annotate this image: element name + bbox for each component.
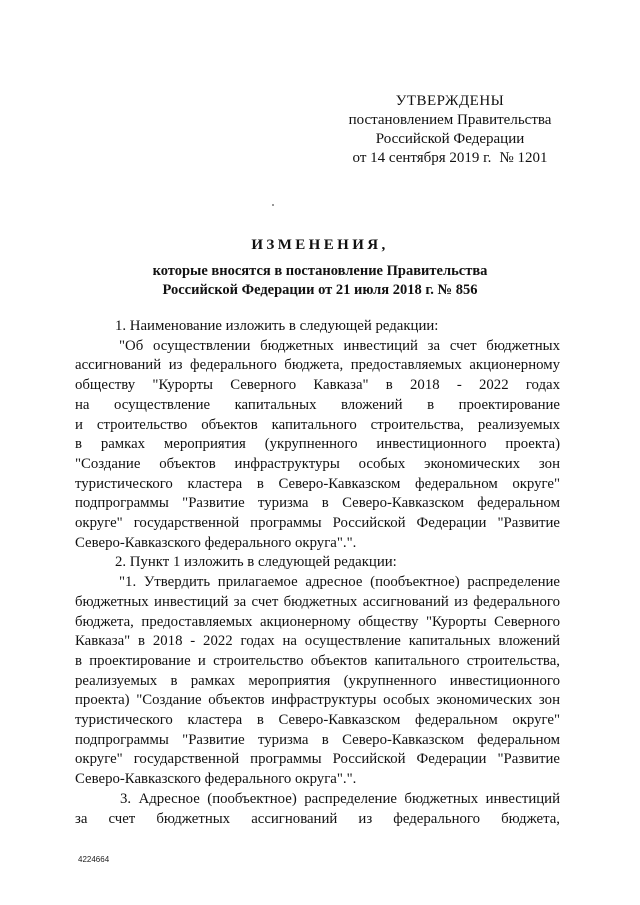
body-line: Северо-Кавказского федерального округа".". [75, 534, 357, 551]
body-line: Северо-Кавказского федерального округа".". [75, 771, 357, 788]
approval-line-2: Российской Федерации [375, 131, 525, 147]
approval-number: № 1201 [499, 150, 548, 166]
approval-block [330, 92, 570, 168]
document-id: 4224664 [78, 855, 110, 864]
approval-date: от 14 сентября 2019 г. [352, 150, 492, 166]
document-title: ИЗМЕНЕНИЯ, [251, 237, 389, 253]
body-line: обществу "Курорты Северного Кавказа" в 2018 - 2022 годах [75, 377, 560, 394]
body-line: за счет бюджетных ассигнований из федерального бюджета, [75, 810, 560, 827]
body-line: бюджета, предоставляемых акционерному обществу "Курорты Северного [75, 613, 560, 630]
body-line: округе" государственной программы Российской Федерации "Развитие [75, 515, 560, 532]
body-line: подпрограммы "Развитие туризма в Северо-Кавказском федеральном [75, 495, 560, 512]
body-line: округе" государственной программы Российской Федерации "Развитие [75, 751, 560, 768]
approval-date-line [330, 149, 570, 168]
subtitle-line-1: которые вносятся в постановление Правительства [152, 263, 488, 279]
subtitle-line-2: Российской Федерации от 21 июля 2018 г. № 856 [162, 282, 478, 298]
body-line: "Об осуществлении бюджетных инвестиций за счет бюджетных [119, 337, 560, 354]
body-line: "Создание объектов инфраструктуры особых экономических зон [75, 455, 560, 472]
body-line: туристического кластера в Северо-Кавказском федеральном округе" [75, 712, 560, 729]
body-line: туристического кластера в Северо-Кавказском федеральном округе" [75, 475, 560, 492]
body-line: "1. Утвердить прилагаемое адресное (пообъектное) распределение [119, 574, 560, 591]
body-line: ассигнований из федерального бюджета, предоставляемых акционерному [75, 357, 560, 374]
body-line: 3. Адресное (пообъектное) распределение бюджетных инвестиций [120, 790, 560, 807]
body-line: на осуществление капитальных вложений в проектирование [75, 396, 560, 413]
body-line: 1. Наименование изложить в следующей редакции: [115, 318, 439, 334]
scan-speck [272, 204, 274, 206]
body-line: в рамках мероприятия (укрупненного инвестиционного проекта) [75, 436, 560, 453]
body-line: 2. Пункт 1 изложить в следующей редакции: [115, 554, 397, 571]
body-line: реализуемых в рамках мероприятия (укрупненного инвестиционного [75, 672, 560, 689]
body-line: подпрограммы "Развитие туризма в Северо-Кавказском федеральном [75, 731, 560, 748]
body-line: в проектирование и строительство объектов капитального строительства, [75, 652, 560, 669]
document-subtitle [0, 262, 640, 300]
approval-line-1: постановлением Правительства [348, 112, 552, 128]
body-line: Кавказа" в 2018 - 2022 годах на осуществление капитальных вложений [75, 633, 560, 650]
document-body [75, 317, 560, 829]
approval-heading: УТВЕРЖДЕНЫ [395, 93, 505, 109]
body-line: и строительство объектов капитального строительства, реализуемых [75, 416, 560, 433]
body-line: проекта) "Создание объектов инфраструктуры особых экономических зон [75, 692, 560, 709]
body-line: бюджетных инвестиций за счет бюджетных ассигнований из федерального [75, 593, 560, 610]
